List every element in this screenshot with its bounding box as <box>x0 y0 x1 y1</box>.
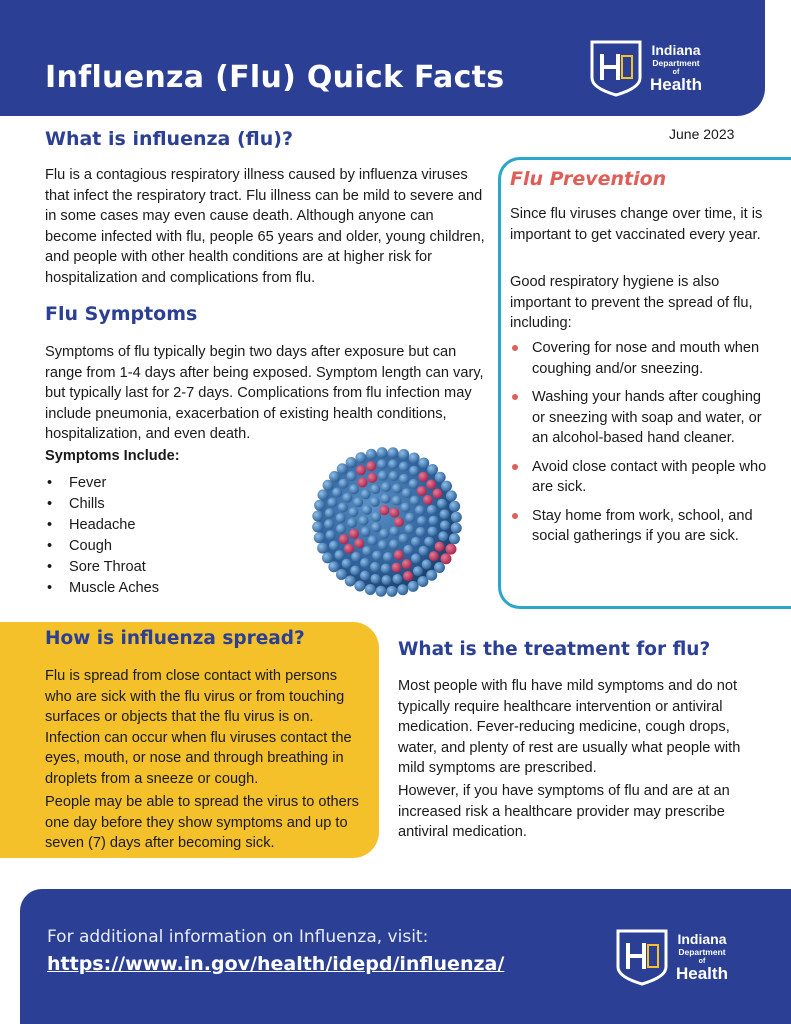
prevention-text-1: Since flu viruses change over time, it is important to get vaccinated every year. <box>510 206 763 243</box>
list-item: Stay home from work, school, and social gatherings if you are sick. <box>510 506 770 547</box>
what-is-flu-text: Flu is a contagious respiratory illness caused by influenza viruses that infect the respiratory tract. Flu illness can be mild to severe and in some cases may even cause death. Although anyone can become infected with flu, people 65 years and older, young children, and people with other health conditions are at higher risk for hospitalization and complications from flu. <box>45 167 485 286</box>
what-is-flu-heading: What is influenza (flu)? <box>45 128 293 150</box>
prevention-text-2: Good respiratory hygiene is also important to prevent the spread of flu, including: <box>510 274 753 331</box>
list-item: Covering for nose and mouth when coughing and/or sneezing. <box>510 338 770 379</box>
indiana-health-logo <box>588 38 702 98</box>
flu-prevention-heading: Flu Prevention <box>510 168 667 190</box>
symptoms-list <box>45 473 245 599</box>
list-item: Avoid close contact with people who are sick. <box>510 457 770 498</box>
list-item: Washing your hands after coughing or sneezing with soap and water, or an alcohol-based hand cleaner. <box>510 387 770 449</box>
flu-symptoms-text: Symptoms of flu typically begin two days after exposure but can range from 1-4 days after being exposed. Symptom length can vary, but typically last for 2-7 days. Complications from flu infection may include pneumonia, exacerbation of existing health conditions, hospitalization, and even death. <box>45 344 484 442</box>
footer-banner <box>20 889 791 1024</box>
spread-text-1: Flu is spread from close contact with persons who are sick with the flu virus or from touching surfaces or objects that the flu virus is on. Infection can occur when flu viruses contact the eyes, mouth, or nose and through breathing in droplets from a sneeze or cough. <box>45 668 352 787</box>
publication-date: June 2023 <box>669 126 735 142</box>
indiana-health-logo-footer <box>614 927 728 987</box>
flu-virus-illustration <box>305 440 469 604</box>
symptoms-list-title: Symptoms Include: <box>45 448 180 464</box>
list-item: • Fever <box>45 473 245 494</box>
flu-treatment-heading: What is the treatment for flu? <box>398 639 711 660</box>
list-item: • Headache <box>45 515 245 536</box>
influenza-info-link[interactable]: https://www.in.gov/health/idepd/influenza/ <box>47 953 505 975</box>
footer-text: For additional information on Influenza, visit: <box>47 927 429 947</box>
page-title: Influenza (Flu) Quick Facts <box>45 60 505 95</box>
list-item: • Muscle Aches <box>45 578 245 599</box>
logo-text: Indiana Department of Health <box>650 42 702 94</box>
shield-icon <box>588 38 644 98</box>
treatment-text-2: However, if you have symptoms of flu and are at an increased risk a healthcare provider may prescribe antiviral medication. <box>398 783 730 840</box>
header-banner <box>0 0 765 116</box>
list-item: • Cough <box>45 536 245 557</box>
spread-text-2: People may be able to spread the virus to others one day before they show symptoms and up to seven (7) days after becoming sick. <box>45 794 359 851</box>
shield-icon <box>614 927 670 987</box>
list-item: • Chills <box>45 494 245 515</box>
flu-spread-heading: How is influenza spread? <box>45 628 305 649</box>
list-item: • Sore Throat <box>45 557 245 578</box>
prevention-list <box>510 338 770 555</box>
treatment-text-1: Most people with flu have mild symptoms and do not typically require healthcare intervention or antiviral medication. Fever-reducing medicine, cough drops, water, and plenty of rest are usually what people with mild symptoms are prescribed. <box>398 678 741 776</box>
flu-symptoms-heading: Flu Symptoms <box>45 303 198 325</box>
logo-text: Indiana Department of Health <box>676 931 728 983</box>
